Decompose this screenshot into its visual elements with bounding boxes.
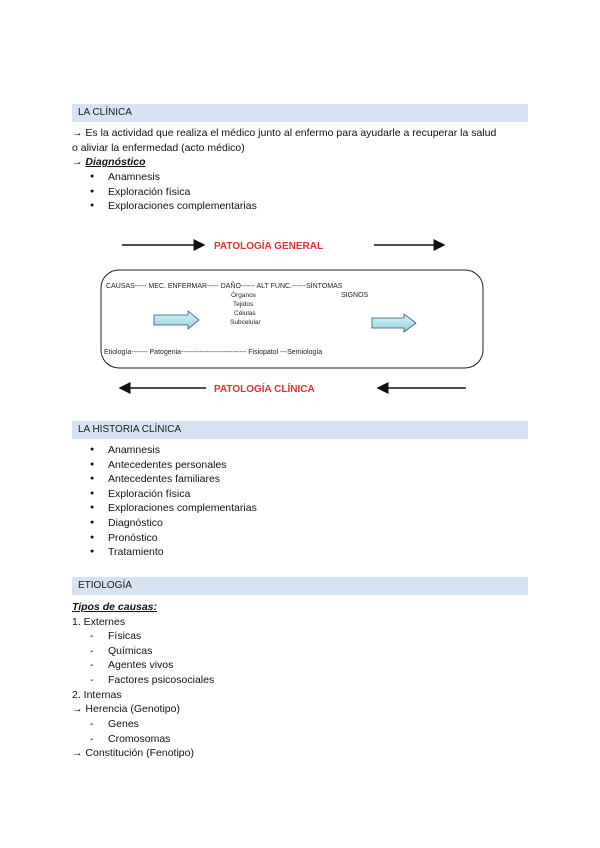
- patologia-general-title: PATOLOGÍA GENERAL: [214, 241, 324, 252]
- definition-line-1: → Es la actividad que realiza el médico junto al enfermo para ayudarle a recuperar la salud: [72, 127, 497, 139]
- list-item: - Genes: [90, 717, 170, 732]
- blue-arrow-left: [154, 311, 199, 329]
- diagram-box: [101, 270, 483, 368]
- bottom-line: Etiología------- Patogenia---------------------------- Fisiopatol ---Semiología: [104, 349, 323, 356]
- list-item: - Factores psicosociales: [90, 673, 214, 688]
- herencia-list: [90, 717, 170, 746]
- section-header-historia-clinica: LA HISTORIA CLÍNICA: [72, 421, 528, 439]
- tipos-de-causas-title: Tipos de causas:: [72, 601, 158, 613]
- patologia-clinica-title: PATOLOGÍA CLÍNICA: [214, 384, 315, 395]
- list-item: ● Diagnóstico: [90, 516, 257, 531]
- externes-list: [90, 629, 214, 687]
- diagnostico-list: [90, 170, 257, 214]
- list-item: ● Anamnesis: [90, 443, 257, 458]
- list-item: - Cromosomas: [90, 732, 170, 747]
- externes-heading: 1. Externes: [72, 615, 126, 628]
- diagnostico-title: Diagnóstico: [85, 156, 146, 168]
- list-item: ● Pronóstico: [90, 531, 257, 546]
- list-item: ● Exploración física: [90, 185, 257, 200]
- blue-arrow-right: [372, 314, 416, 332]
- herencia-heading: → Herencia (Genotipo): [72, 703, 180, 715]
- arrow-glyph: →: [72, 156, 86, 168]
- subcelular-label: Subcelular: [230, 319, 261, 326]
- list-item: ● Exploraciones complementarias: [90, 501, 257, 516]
- internas-heading: 2. Internas: [72, 688, 122, 701]
- definition-line-2: o aliviar la enfermedad (acto médico): [72, 141, 245, 154]
- list-item: ● Exploración física: [90, 487, 257, 502]
- organos-label: Órganos: [231, 292, 256, 299]
- section-header-etiologia: ETIOLOGÍA: [72, 577, 528, 595]
- signos-label: SIGNOS: [341, 292, 369, 299]
- list-item: ● Antecedentes familiares: [90, 472, 257, 487]
- section-header-la-clinica: LA CLÍNICA: [72, 104, 528, 122]
- list-item: - Químicas: [90, 644, 214, 659]
- list-item: ● Tratamiento: [90, 545, 257, 560]
- historia-clinica-list: [90, 443, 257, 560]
- diagnostico-heading: [72, 155, 146, 170]
- list-item: ● Anamnesis: [90, 170, 257, 185]
- list-item: - Agentes vivos: [90, 658, 214, 673]
- tejidos-label: Tejidos: [233, 301, 254, 308]
- list-item: - Físicas: [90, 629, 214, 644]
- celulas-label: Células: [234, 310, 256, 317]
- causes-line: CAUSAS----- MEC. ENFERMAR----- DAÑO------ ALT FUNC.------SÍNTOMAS: [106, 283, 343, 290]
- list-item: ● Antecedentes personales: [90, 458, 257, 473]
- constitucion-heading: → Constitución (Fenotipo): [72, 747, 194, 759]
- list-item: ● Exploraciones complementarias: [90, 199, 257, 214]
